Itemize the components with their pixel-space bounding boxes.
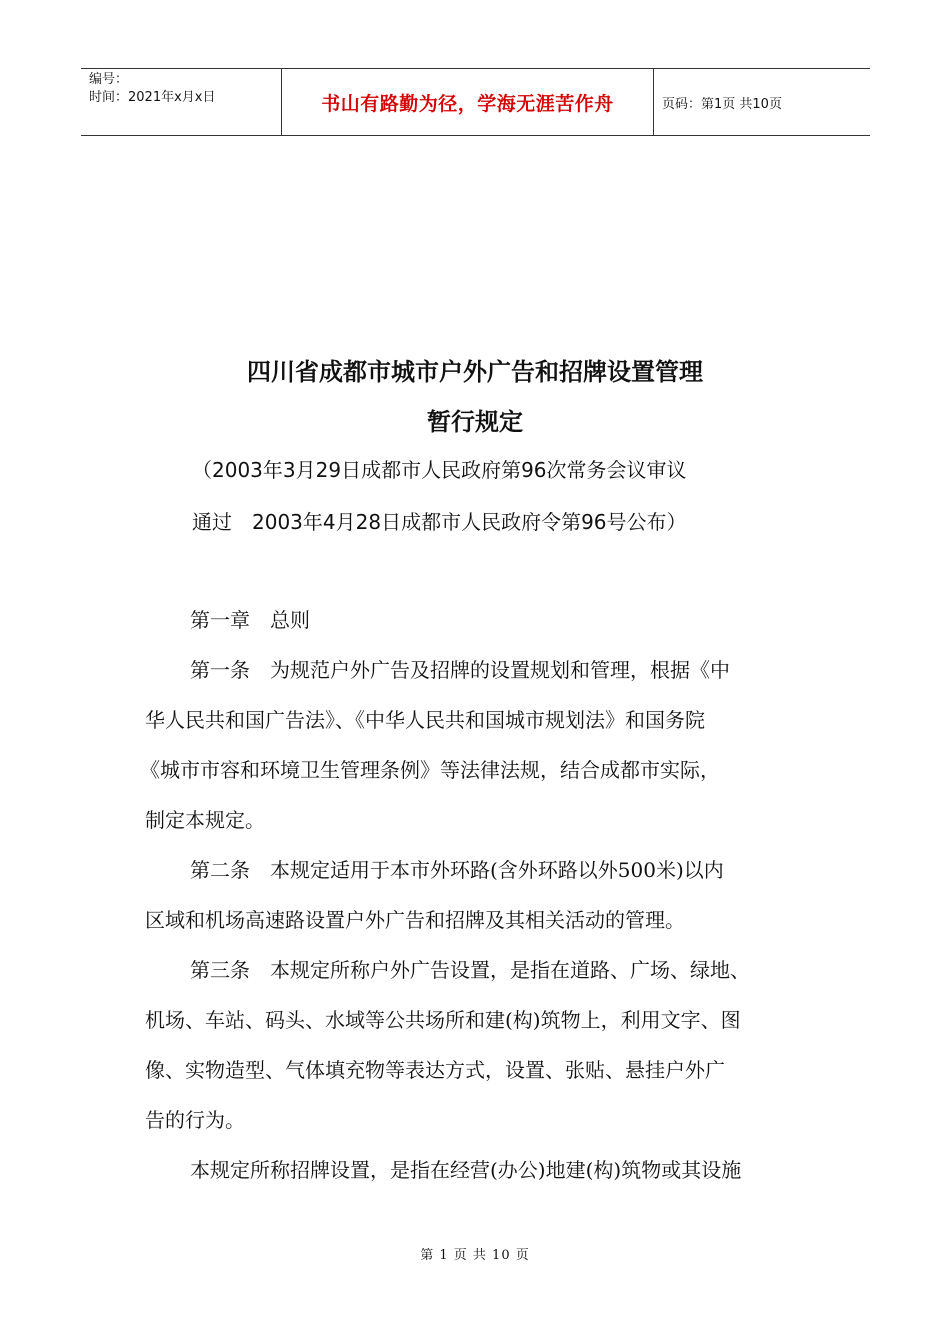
- paragraph-signboard: 本规定所称招牌设置，是指在经营(办公)地建(构)筑物或其设施: [190, 1158, 742, 1182]
- article-3-text: 本规定所称户外广告设置，是指在道路、广场、绿地、: [270, 958, 750, 982]
- article-1-line3: 《城市市容和环境卫生管理条例》等法律法规，结合成都市实际，: [140, 758, 720, 782]
- subtitle-line2-b: 2003年4月28日成都市人民政府令第96号公布）: [252, 510, 687, 534]
- article-2-label: 第二条: [190, 858, 250, 882]
- article-3-line1: [190, 956, 890, 984]
- article-3-label: 第三条: [190, 958, 250, 982]
- article-1-label: 第一条: [190, 658, 250, 682]
- article-3-line2: 机场、车站、码头、水域等公共场所和建(构)筑物上，利用文字、图: [145, 1008, 741, 1032]
- article-1-line4: 制定本规定。: [145, 808, 265, 832]
- article-2-line2: 区域和机场高速路设置户外广告和招牌及其相关活动的管理。: [145, 908, 685, 932]
- chapter-name: 总则: [270, 608, 310, 632]
- chapter-number: 第一章: [190, 608, 250, 632]
- time-label: 时间：2021年x月x日: [89, 90, 216, 105]
- header-meta-cell: [81, 69, 281, 135]
- article-3-line3: 像、实物造型、气体填充物等表达方式，设置、张贴、悬挂户外广: [145, 1058, 725, 1082]
- header-page-label: 页码：第1页 共10页: [662, 96, 782, 112]
- subtitle-line2-a: 通过: [192, 510, 232, 534]
- article-2-text: 本规定适用于本市外环路(含外环路以外500米)以内: [270, 858, 724, 882]
- doc-title-line2: 暂行规定: [427, 408, 523, 436]
- doc-title-line1: 四川省成都市城市户外广告和招牌设置管理: [247, 358, 703, 386]
- chapter-heading: [190, 606, 890, 634]
- article-2-line1: [190, 856, 890, 884]
- code-label: 编号：: [89, 72, 129, 87]
- article-1-text: 为规范户外广告及招牌的设置规划和管理，根据《中: [270, 658, 730, 682]
- article-1-line1: [190, 656, 890, 684]
- article-3-line4: 告的行为。: [145, 1108, 245, 1132]
- subtitle-line1: （2003年3月29日成都市人民政府第96次常务会议审议: [192, 458, 687, 482]
- motto: 书山有路勤为径，学海无涯苦作舟: [281, 69, 654, 135]
- page-footer: 第 1 页 共 10 页: [420, 1248, 530, 1263]
- header-table: [81, 68, 870, 136]
- article-1-line2: 华人民共和国广告法》、《中华人民共和国城市规划法》和国务院: [145, 708, 705, 732]
- subtitle-line2: [192, 508, 892, 536]
